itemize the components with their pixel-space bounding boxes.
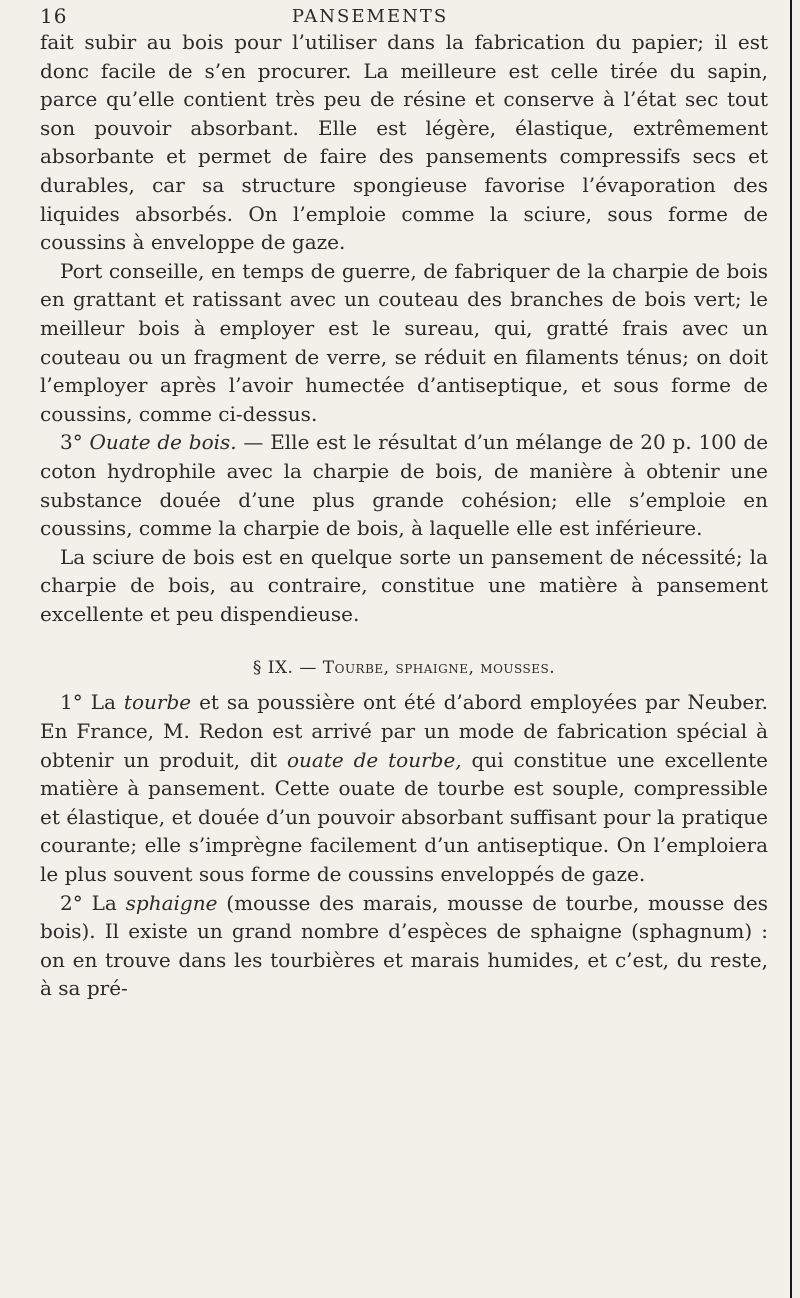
ouate-de-bois-text: — Elle est le résultat d’un mélange de 20 p. 100 de coton hydrophile avec la charpie de bois, de manière à obtenir une substance douée d’une plus grande cohésion; elle s’emploie en coussins, comme la charpie de bois, à laquelle elle est inférieure. [40, 430, 769, 541]
paragraph-sciure-continued: fait subir au bois pour l’utiliser dans la fabrication du papier; il est donc facile de s’en procurer. La meilleure est celle tirée du sapin, parce qu’elle contient très peu de résine et conserve à l’état sec tout son pouvoir absorbant. Elle est légère, élastique, extrêmement absorbante et permet de faire des pansements compressifs secs et durables, car sa structure spongieuse favorise l’évaporation des liquides absorbés. On l’emploie comme la sciure, sous forme de coussins à enveloppe de gaze. [40, 30, 768, 255]
paragraph-sphaigne [40, 889, 768, 1003]
page-text [40, 28, 768, 1003]
term-ouate-de-bois: Ouate de bois. [89, 430, 237, 455]
item-number-2: 2° [60, 890, 83, 915]
paragraph-tourbe [40, 688, 768, 888]
running-head: PANSEMENTS [291, 6, 449, 27]
tourbe-text-2: qui constitue une excellente matière à pansement. Cette ouate de tourbe est souple, compressible et élastique, et douée d’un pouvoir absorbant suffisant pour la pratique courante; elle s’imprègne facilement d’un antiseptique. On l’emploiera le plus souvent sous forme de coussins enveloppés de gaze. [40, 747, 768, 887]
page-edge-line [790, 0, 792, 1298]
page-number: 16 [40, 4, 68, 28]
paragraph-ouate-de-bois [40, 428, 768, 542]
item-number-1: 1° [60, 690, 83, 715]
section-heading: § IX. — Tourbe, sphaigne, mousses. [252, 658, 556, 679]
paragraph-sciure-summary: La sciure de bois est en quelque sorte un pansement de nécessité; la charpie de bois, au contraire, constitue une matière à pansement excellente et peu dispendieuse. [40, 544, 768, 626]
term-tourbe: tourbe [123, 690, 192, 715]
term-sphaigne: sphaigne [125, 890, 218, 915]
term-ouate-de-tourbe: ouate de tourbe, [287, 747, 462, 772]
sphaigne-text: (mousse des marais, mousse de tourbe, mousse des bois). Il existe un grand nombre d’espèces de sphaigne (sphagnum) : on en trouve dans les tourbières et marais humides, et c’est, du reste, à sa pré- [40, 890, 769, 1001]
item-number-3: 3° [60, 430, 83, 455]
tourbe-intro: La [90, 690, 116, 715]
tourbe-text-1: et sa poussière ont été d’abord employées par Neuber. En France, M. Redon est arrivé par un mode de fabrication spécial à obtenir un produit, dit [40, 690, 768, 772]
paragraph-charpie-de-bois: Port conseille, en temps de guerre, de fabriquer de la charpie de bois en grattant et ratissant avec un couteau des branches de bois vert; le meilleur bois à employer est le sureau, qui, gratté frais avec un couteau ou un fragment de verre, se réduit en filaments ténus; on doit l’employer après l’avoir humectée d’antiseptique, et sous forme de coussins, comme ci-dessus. [40, 258, 768, 426]
sphaigne-intro: La [91, 890, 117, 915]
